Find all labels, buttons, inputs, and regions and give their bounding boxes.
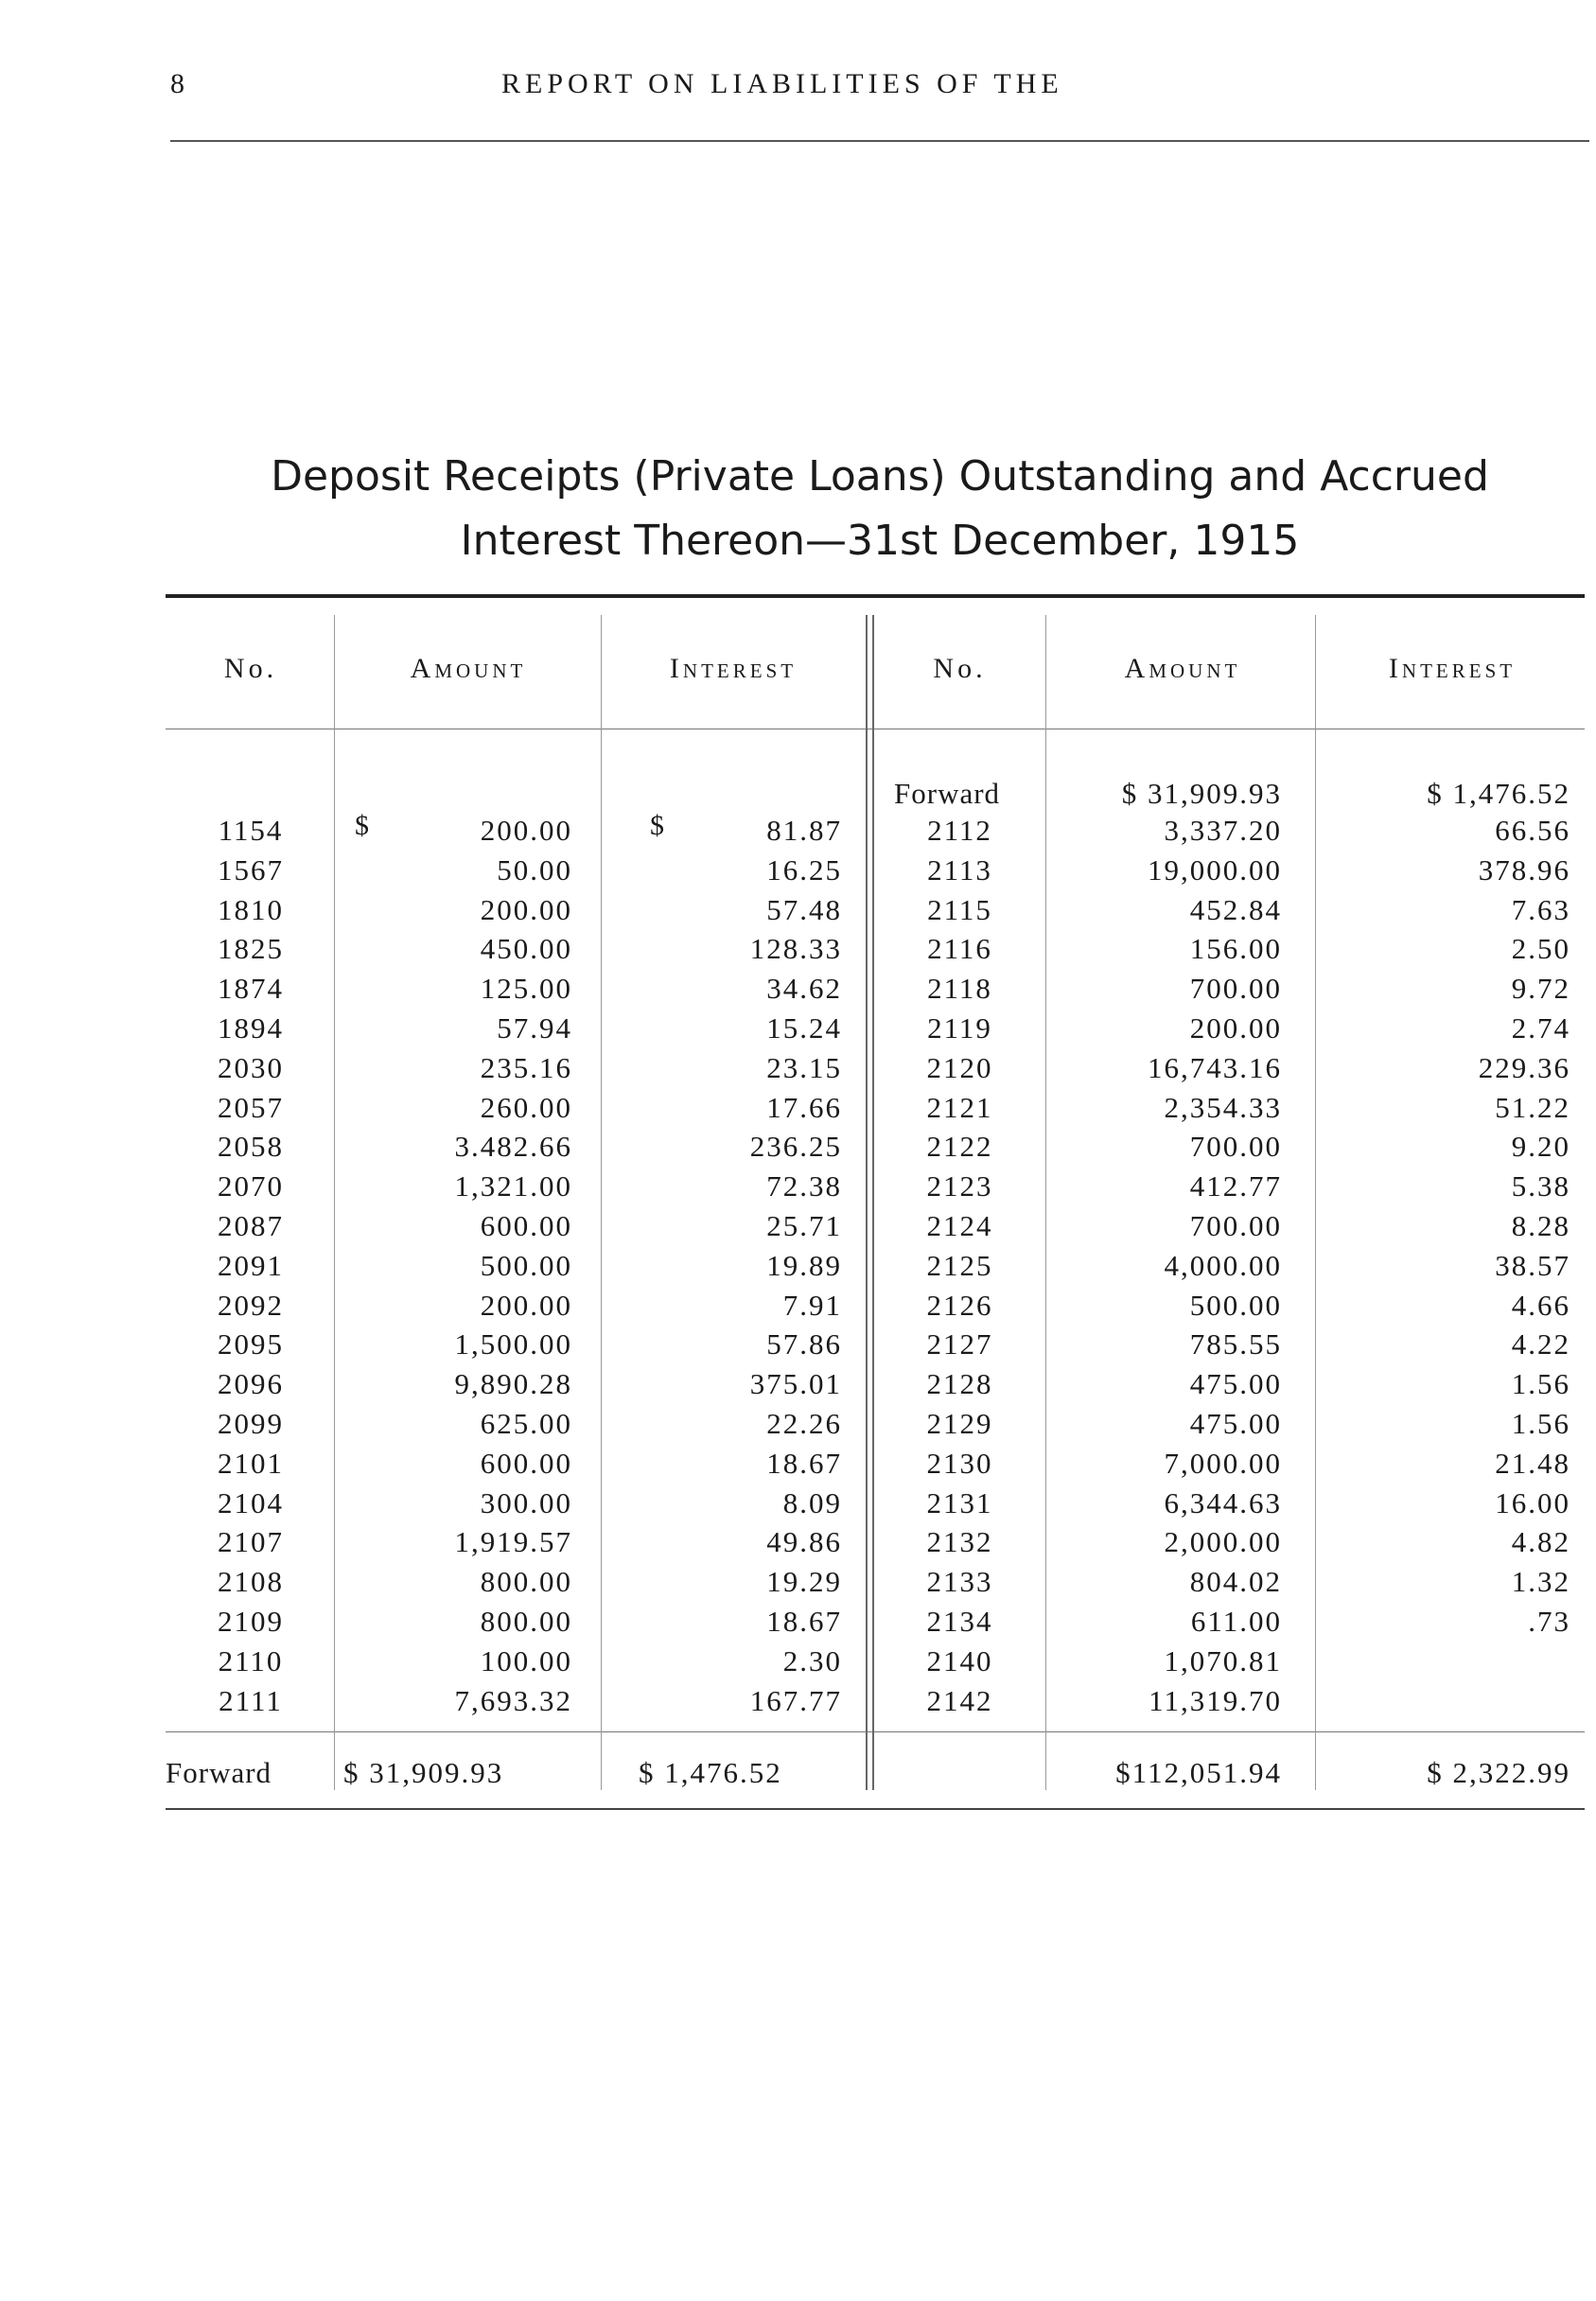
right-row-no: 2133 <box>926 1565 993 1599</box>
header-right-amount: Amount <box>1124 653 1241 684</box>
left-row-no: 2101 <box>218 1446 284 1480</box>
left-row-amount: 1,500.00 <box>454 1327 572 1361</box>
right-row-no: 2127 <box>926 1327 993 1361</box>
left-row-interest: 18.67 <box>766 1446 842 1480</box>
left-row-amount: 125.00 <box>480 972 572 1006</box>
right-row-no: 2123 <box>926 1169 993 1203</box>
left-row-interest: 15.24 <box>766 1011 842 1045</box>
left-row-no: 1810 <box>218 892 284 926</box>
right-row-amount: 156.00 <box>1189 932 1282 966</box>
left-row-amount: 7,693.32 <box>454 1683 572 1717</box>
left-row-interest: 81.87 <box>766 814 842 847</box>
column-divider <box>601 615 602 1790</box>
left-row-interest: 375.01 <box>749 1367 842 1401</box>
left-row-no: 2110 <box>218 1643 284 1677</box>
header-right-interest: Interest <box>1388 653 1517 684</box>
right-row-amount: 16,743.16 <box>1148 1050 1282 1084</box>
right-row-interest: .73 <box>1528 1605 1570 1638</box>
left-row-interest: 19.89 <box>766 1248 842 1282</box>
left-row-amount: 260.00 <box>480 1090 572 1124</box>
left-row-amount: 200.00 <box>480 1288 572 1322</box>
page-number: 8 <box>170 68 185 99</box>
right-row-no: 2125 <box>926 1248 993 1282</box>
right-row-interest: 2.50 <box>1511 932 1570 966</box>
left-row-amount: 600.00 <box>480 1446 572 1480</box>
right-forward-amount: $ 31,909.93 <box>1121 777 1282 810</box>
left-row-no: 2030 <box>218 1050 284 1084</box>
right-row-no: 2142 <box>926 1683 993 1717</box>
left-row-interest: 8.09 <box>782 1485 842 1519</box>
left-row-amount: 1,321.00 <box>454 1169 572 1203</box>
right-row-interest: 229.36 <box>1478 1050 1570 1084</box>
left-row-interest: 167.77 <box>749 1683 842 1717</box>
left-row-interest: 7.91 <box>782 1288 842 1322</box>
left-row-interest: 2.30 <box>782 1643 842 1677</box>
left-row-amount: 500.00 <box>480 1248 572 1282</box>
left-row-no: 2099 <box>218 1407 284 1440</box>
left-row-amount: 9,890.28 <box>454 1367 572 1401</box>
right-row-no: 2119 <box>927 1011 992 1045</box>
left-row-amount: 57.94 <box>497 1011 572 1045</box>
right-row-interest: 9.20 <box>1511 1130 1570 1164</box>
left-row-no: 2095 <box>218 1327 284 1361</box>
left-row-no: 2070 <box>218 1169 284 1203</box>
left-row-interest: 128.33 <box>749 932 842 966</box>
header-rule <box>170 140 1589 142</box>
left-row-amount: 600.00 <box>480 1209 572 1242</box>
deposit-receipts-table <box>166 594 1585 1810</box>
right-row-interest: 4.66 <box>1511 1288 1570 1322</box>
left-amount-dollar: $ <box>355 810 369 841</box>
header-left-no: No. <box>223 653 278 684</box>
right-row-amount: 7,000.00 <box>1164 1446 1282 1480</box>
right-row-amount: 475.00 <box>1189 1367 1282 1401</box>
right-row-no: 2113 <box>927 852 992 887</box>
left-row-no: 2058 <box>218 1130 284 1164</box>
left-row-amount: 300.00 <box>480 1485 572 1519</box>
left-row-no: 2107 <box>218 1525 284 1559</box>
left-row-interest: 17.66 <box>766 1090 842 1124</box>
running-title: REPORT ON LIABILITIES OF THE <box>501 68 1063 99</box>
footer-top-rule <box>166 1731 1585 1732</box>
left-row-amount: 1,919.57 <box>454 1525 572 1559</box>
right-row-no: 2112 <box>927 814 992 847</box>
left-row-interest: 25.71 <box>766 1209 842 1242</box>
left-row-interest: 236.25 <box>749 1130 842 1164</box>
right-row-amount: 200.00 <box>1189 1011 1282 1045</box>
right-row-amount: 19,000.00 <box>1148 852 1282 887</box>
left-row-interest: 34.62 <box>766 972 842 1006</box>
right-row-interest: 38.57 <box>1495 1248 1570 1282</box>
right-row-no: 2130 <box>926 1446 993 1480</box>
right-row-amount: 2,000.00 <box>1164 1525 1282 1559</box>
left-row-no: 1567 <box>218 852 284 887</box>
left-row-no: 2111 <box>219 1683 283 1717</box>
right-row-amount: 4,000.00 <box>1164 1248 1282 1282</box>
right-row-amount: 1,070.81 <box>1164 1643 1282 1677</box>
right-row-interest: 1.32 <box>1511 1565 1570 1599</box>
left-row-no: 1154 <box>218 814 284 847</box>
left-row-interest: 18.67 <box>766 1605 842 1638</box>
left-row-interest: 57.48 <box>766 892 842 926</box>
right-row-no: 2132 <box>926 1525 993 1559</box>
left-row-no: 2108 <box>218 1565 284 1599</box>
right-row-interest: 8.28 <box>1511 1209 1570 1242</box>
left-footer-amount: $ 31,909.93 <box>343 1756 504 1789</box>
right-row-interest: 4.82 <box>1511 1525 1570 1559</box>
right-forward-label: Forward <box>894 777 1001 810</box>
left-interest-dollar: $ <box>650 810 664 841</box>
column-divider <box>1315 615 1316 1790</box>
left-row-no: 2104 <box>218 1485 284 1519</box>
right-row-interest: 2.74 <box>1511 1011 1570 1045</box>
double-column-divider <box>866 615 874 1790</box>
right-row-amount: 700.00 <box>1189 1130 1282 1164</box>
left-row-no: 2091 <box>218 1248 284 1282</box>
right-row-amount: 611.00 <box>1190 1605 1282 1638</box>
right-row-no: 2134 <box>926 1605 993 1638</box>
column-divider <box>334 615 335 1790</box>
left-row-no: 2087 <box>218 1209 284 1242</box>
right-row-amount: 475.00 <box>1189 1407 1282 1440</box>
right-row-interest: 51.22 <box>1495 1090 1570 1124</box>
right-row-amount: 804.02 <box>1189 1565 1282 1599</box>
right-row-no: 2131 <box>926 1485 993 1519</box>
left-row-interest: 72.38 <box>766 1169 842 1203</box>
left-row-amount: 800.00 <box>480 1605 572 1638</box>
right-row-no: 2122 <box>926 1130 993 1164</box>
left-row-no: 2057 <box>218 1090 284 1124</box>
left-row-amount: 235.16 <box>480 1050 572 1084</box>
right-footer-amount: $112,051.94 <box>1115 1756 1282 1789</box>
left-row-amount: 200.00 <box>480 814 572 847</box>
right-row-amount: 3,337.20 <box>1164 814 1282 847</box>
right-footer-interest: $ 2,322.99 <box>1427 1756 1570 1789</box>
right-row-no: 2126 <box>926 1288 993 1322</box>
left-row-amount: 50.00 <box>497 852 572 887</box>
table-title <box>170 445 1589 573</box>
right-row-amount: 500.00 <box>1189 1288 1282 1322</box>
right-row-no: 2128 <box>926 1367 993 1401</box>
right-row-no: 2115 <box>927 892 992 926</box>
left-row-no: 1874 <box>218 972 284 1006</box>
right-row-no: 2121 <box>926 1090 993 1124</box>
right-row-amount: 6,344.63 <box>1164 1485 1282 1519</box>
header-left-interest: Interest <box>669 653 798 684</box>
right-row-no: 2124 <box>926 1209 993 1242</box>
left-row-amount: 625.00 <box>480 1407 572 1440</box>
left-row-interest: 23.15 <box>766 1050 842 1084</box>
right-row-no: 2140 <box>926 1643 993 1677</box>
right-row-amount: 452.84 <box>1189 892 1282 926</box>
left-row-interest: 19.29 <box>766 1565 842 1599</box>
right-row-interest: 1.56 <box>1511 1367 1570 1401</box>
left-row-no: 1894 <box>218 1011 284 1045</box>
left-row-no: 2092 <box>218 1288 284 1322</box>
right-row-interest: 378.96 <box>1478 852 1570 887</box>
right-row-no: 2116 <box>927 932 992 966</box>
right-row-no: 2120 <box>926 1050 993 1084</box>
right-row-amount: 2,354.33 <box>1164 1090 1282 1124</box>
column-divider <box>1045 615 1046 1790</box>
right-row-amount: 412.77 <box>1189 1169 1282 1203</box>
left-row-no: 1825 <box>218 932 284 966</box>
right-row-interest: 16.00 <box>1495 1485 1570 1519</box>
right-row-amount: 11,319.70 <box>1149 1683 1282 1717</box>
table-top-rule <box>166 594 1585 598</box>
right-row-interest: 5.38 <box>1511 1169 1570 1203</box>
right-row-interest: 4.22 <box>1511 1327 1570 1361</box>
right-row-interest: 21.48 <box>1495 1446 1570 1480</box>
left-row-interest: 57.86 <box>766 1327 842 1361</box>
left-row-interest: 16.25 <box>766 852 842 887</box>
left-row-no: 2096 <box>218 1367 284 1401</box>
title-line-2: Interest Thereon—31st December, 1915 <box>460 517 1300 565</box>
left-row-amount: 450.00 <box>480 932 572 966</box>
right-forward-interest: $ 1,476.52 <box>1427 777 1570 810</box>
left-row-amount: 200.00 <box>480 892 572 926</box>
right-row-interest: 7.63 <box>1511 892 1570 926</box>
table-bottom-rule <box>166 1808 1585 1810</box>
right-row-interest: 9.72 <box>1511 972 1570 1006</box>
left-row-amount: 3.482.66 <box>454 1130 572 1164</box>
left-row-no: 2109 <box>218 1605 284 1638</box>
right-row-interest: 66.56 <box>1495 814 1570 847</box>
left-row-amount: 800.00 <box>480 1565 572 1599</box>
left-footer-label: Forward <box>166 1756 272 1789</box>
left-row-interest: 49.86 <box>766 1525 842 1559</box>
header-right-no: No. <box>933 653 987 684</box>
left-footer-interest: $ 1,476.52 <box>639 1756 782 1789</box>
right-row-no: 2118 <box>927 972 992 1006</box>
left-row-amount: 100.00 <box>480 1643 572 1677</box>
right-row-interest: 1.56 <box>1511 1407 1570 1440</box>
right-row-amount: 785.55 <box>1189 1327 1282 1361</box>
right-row-amount: 700.00 <box>1189 972 1282 1006</box>
left-row-interest: 22.26 <box>766 1407 842 1440</box>
right-row-no: 2129 <box>926 1407 993 1440</box>
right-row-amount: 700.00 <box>1189 1209 1282 1242</box>
header-left-amount: Amount <box>410 653 527 684</box>
title-line-1: Deposit Receipts (Private Loans) Outstanding and Accrued <box>271 452 1489 501</box>
